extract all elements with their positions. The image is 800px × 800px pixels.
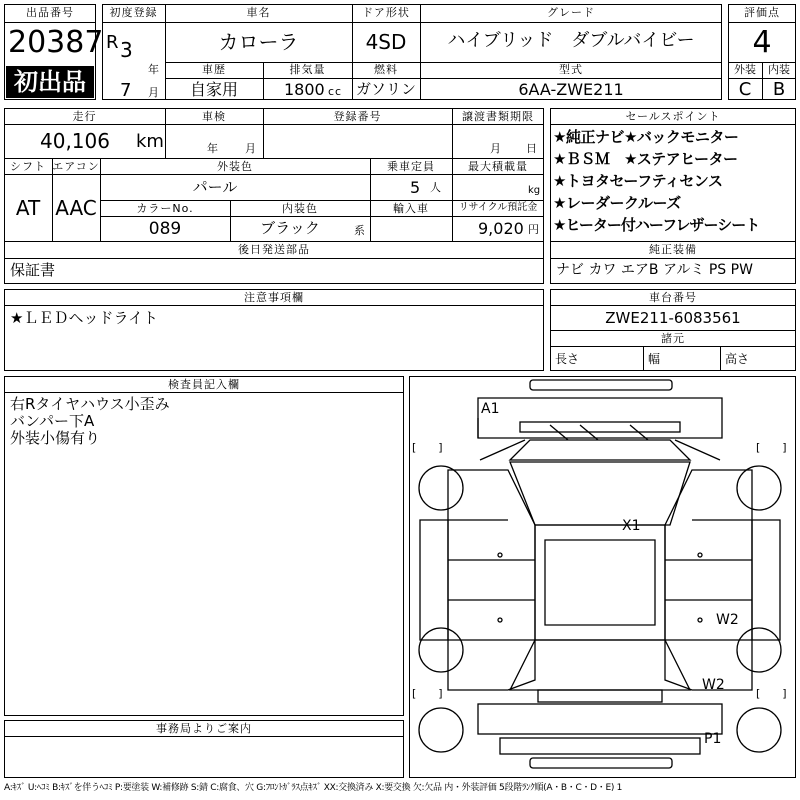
- bracket-mark: [ ]: [412, 687, 443, 700]
- damage-mark: P1: [704, 731, 722, 747]
- year-unit: 年: [148, 63, 160, 76]
- notes-label: 注意事項欄: [244, 291, 304, 304]
- load-unit: kg: [528, 185, 541, 196]
- sales-point: ★純正ナビ★バックモニター: [553, 128, 739, 146]
- sales-point: ★トヨタセーフティセンス: [553, 172, 723, 190]
- first-listing-badge: 初出品: [6, 66, 94, 98]
- first-reg-month: 7: [120, 80, 132, 101]
- mileage-unit: km: [136, 131, 164, 152]
- inspector-note: 外装小傷有り: [10, 429, 101, 447]
- color-no-label: カラーNo.: [136, 202, 194, 215]
- sales-points-label: セールスポイント: [625, 110, 721, 123]
- capacity-label: 乗車定員: [387, 160, 435, 173]
- dimensions-label: 諸元: [661, 332, 685, 345]
- shift-label: シフト: [10, 160, 46, 173]
- int-color-label: 内装色: [282, 202, 318, 215]
- inspector-note: バンパー下A: [10, 412, 95, 430]
- bracket-mark: [ ]: [756, 687, 787, 700]
- int-color: ブラック: [260, 219, 320, 237]
- displacement-label: 排気量: [289, 63, 326, 76]
- displacement: 1800: [284, 80, 325, 99]
- lot-label: 出品番号: [26, 6, 74, 19]
- interior-grade: B: [772, 79, 786, 100]
- car-name: カローラ: [218, 30, 299, 54]
- grade-label: グレード: [547, 6, 595, 19]
- month-unit: 月: [148, 86, 160, 99]
- load-label: 最大積載量: [468, 160, 528, 173]
- transfer-label: 譲渡書類期限: [462, 110, 534, 123]
- office-label: 事務局よりご案内: [156, 722, 252, 735]
- ext-color-label: 外装色: [217, 160, 253, 173]
- equipment-label: 純正装備: [649, 243, 697, 256]
- exterior-grade: C: [738, 79, 752, 100]
- door-type: 4SD: [365, 30, 407, 54]
- damage-mark: A1: [481, 401, 500, 417]
- damage-mark: X1: [622, 518, 641, 534]
- width-label: 幅: [648, 352, 661, 366]
- history: 自家用: [189, 80, 238, 99]
- car-name-label: 車名: [246, 6, 271, 19]
- score-label: 評価点: [744, 6, 780, 19]
- height-label: 高さ: [725, 352, 750, 366]
- damage-mark: W2: [702, 677, 725, 693]
- recycle-label: リサイクル預託金: [458, 202, 538, 213]
- inspection-year-unit: 年: [207, 142, 219, 155]
- lot-number: 20387: [8, 25, 104, 60]
- capacity: 5: [410, 178, 421, 197]
- int-color-unit: 系: [354, 224, 366, 237]
- bracket-mark: [ ]: [412, 441, 443, 454]
- legend: A:ｷｽﾞ U:ﾍｺﾐ B:ｷｽﾞを伴うﾍｺﾐ P:要塗装 W:補修跡 S:錆 C:腐食、穴 G:ﾌﾛﾝﾄｶﾞﾗｽ点ｷｽﾞ XX:交換済み X:要交換 欠:欠品 内・外装評価 5段階ﾗﾝｸ順(A・B・C・D・E) 1: [4, 783, 623, 793]
- later-parts-label: 後日発送部品: [238, 243, 310, 256]
- transfer-month-unit: 月: [490, 142, 502, 155]
- equipment: ナビ カワ エアB アルミ PS PW: [556, 262, 753, 278]
- length-label: 長さ: [555, 352, 580, 366]
- first-reg-label: 初度登録: [109, 6, 158, 19]
- bracket-mark: [ ]: [756, 441, 787, 454]
- inspection-label: 車検: [202, 110, 226, 123]
- displacement-unit: cc: [328, 85, 343, 98]
- first-reg-year: 3: [120, 38, 133, 62]
- era: R: [106, 32, 119, 53]
- later-parts: 保証書: [10, 261, 56, 279]
- reg-no-label: 登録番号: [333, 110, 382, 123]
- capacity-unit: 人: [430, 181, 442, 194]
- sales-point: ★ヒーター付ハーフレザーシート: [553, 216, 760, 234]
- ext-color: パール: [192, 178, 238, 196]
- ac: AAC: [55, 196, 97, 220]
- inspection-month-unit: 月: [245, 142, 257, 155]
- damage-mark: W2: [716, 612, 739, 628]
- chassis-label: 車台番号: [649, 291, 697, 304]
- score: 4: [752, 25, 772, 60]
- grade: ハイブリッド ダブルバイビー: [447, 30, 695, 51]
- sales-point: ★ＢＳＭ ★ステアヒーター: [553, 150, 738, 168]
- shift: AT: [15, 196, 41, 220]
- inspector-label: 検査員記入欄: [168, 378, 240, 391]
- mileage-label: 走行: [72, 110, 97, 123]
- sales-point: ★レーダークルーズ: [553, 194, 681, 212]
- door-label: ドア形状: [362, 6, 410, 19]
- history-label: 車歴: [202, 63, 226, 76]
- model-label: 型式: [559, 63, 583, 76]
- ac-label: エアコン: [52, 160, 100, 173]
- recycle-deposit: 9,020: [478, 219, 524, 238]
- notes-text: ★ＬＥＤヘッドライト: [10, 309, 158, 327]
- import-label: 輸入車: [393, 202, 429, 215]
- chassis-number: ZWE211-6083561: [605, 309, 741, 327]
- interior-label: 内装: [768, 63, 790, 76]
- recycle-unit: 円: [528, 223, 540, 236]
- inspector-note: 右Rタイヤハウス小歪み: [10, 395, 170, 413]
- model-code: 6AA-ZWE211: [518, 80, 624, 99]
- fuel: ガソリン: [355, 80, 416, 98]
- color-no: 089: [148, 219, 182, 239]
- fuel-label: 燃料: [374, 63, 398, 76]
- transfer-day-unit: 日: [526, 142, 538, 155]
- exterior-label: 外装: [734, 63, 756, 76]
- mileage: 40,106: [40, 129, 110, 153]
